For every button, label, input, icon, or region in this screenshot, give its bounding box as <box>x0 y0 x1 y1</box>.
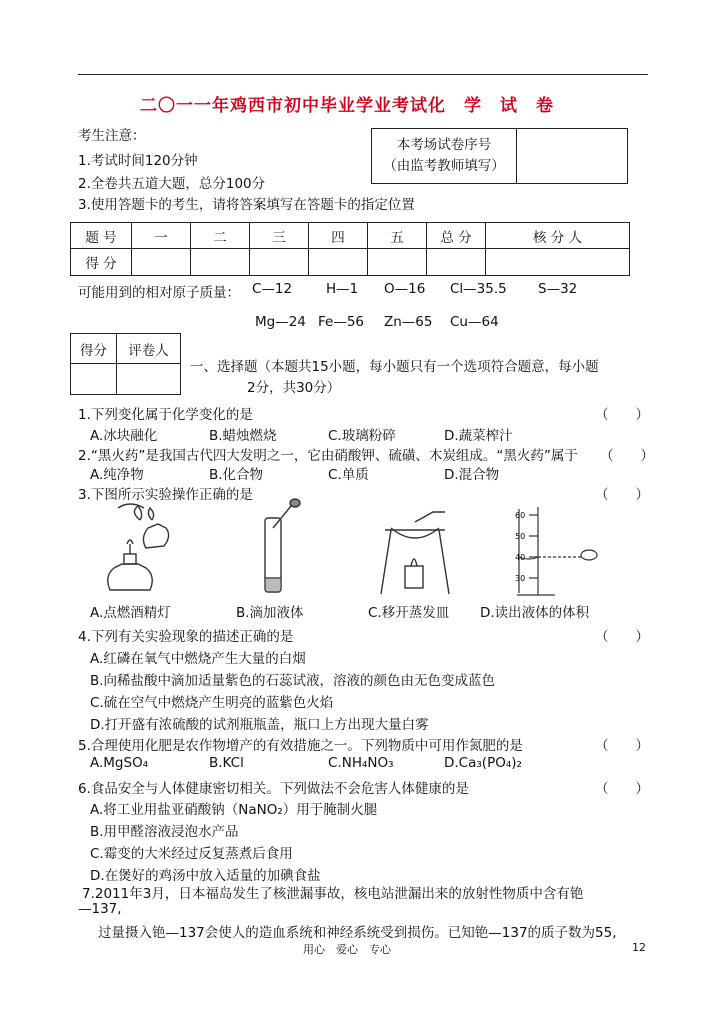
grader-box <box>70 333 181 395</box>
q5-option-a: A.MgSO₄ <box>90 755 149 771</box>
q5-option-d: D.Ca₃(PO₄)₂ <box>444 755 522 771</box>
q4-option-a: A.红磷在氧气中燃烧产生大量的白烟 <box>90 651 306 667</box>
q6-option-a: A.将工业用盐亚硝酸钠（NaNO₂）用于腌制火腿 <box>90 802 378 818</box>
atomic-mass-fe: Fe—56 <box>318 314 365 330</box>
footer-motto: 用心 爱心 专心 <box>303 943 391 956</box>
score-cell-total[interactable] <box>427 249 486 276</box>
q2-option-c: C.单质 <box>328 467 369 483</box>
score-cell-3[interactable] <box>250 249 309 276</box>
q1-option-d: D.蔬菜榨汁 <box>444 428 513 444</box>
q1-stem: 1.下列变化属于化学变化的是 <box>78 407 253 423</box>
atomic-mass-cu: Cu—64 <box>450 314 499 330</box>
page-number: 12 <box>632 941 646 954</box>
q2-option-d: D.混合物 <box>444 467 500 483</box>
atomic-mass-cl: Cl—35.5 <box>450 281 507 297</box>
q7-line-2: —137, <box>78 901 122 917</box>
score-header-4: 四 <box>309 223 368 249</box>
q4-option-c: C.硫在空气中燃烧产生明亮的蓝紫色火焰 <box>90 695 334 711</box>
evaporating-dish-figure <box>375 508 455 598</box>
q2-stem: 2.“黑火药”是我国古代四大发明之一，它由硝酸钾、硫磺、木炭组成。“黑火药”属于 <box>78 448 578 464</box>
score-cell-2[interactable] <box>191 249 250 276</box>
q4-option-b: B.向稀盐酸中滴加适量紫色的石蕊试液，溶液的颜色由无色变成蓝色 <box>90 673 496 689</box>
notice-item-2: 2.全卷共五道大题，总分100分 <box>78 176 266 192</box>
seat-label <box>372 129 517 184</box>
cylinder-tick-30: 30 <box>515 574 526 583</box>
atomic-mass-h: H—1 <box>326 281 359 297</box>
cylinder-tick-50: 50 <box>515 532 526 541</box>
q3-answer-bracket[interactable]: （ ） <box>595 487 649 503</box>
q5-option-b: B.KCl <box>209 755 244 771</box>
q5-answer-bracket[interactable]: （ ） <box>595 738 649 754</box>
score-header-1: 一 <box>132 223 191 249</box>
score-cell-4[interactable] <box>309 249 368 276</box>
score-header-2: 二 <box>191 223 250 249</box>
q2-option-a: A.纯净物 <box>90 467 144 483</box>
alcohol-lamp-figure <box>100 498 180 598</box>
graduated-cylinder-figure <box>505 505 605 600</box>
atomic-mass-o: O—16 <box>384 281 426 297</box>
score-cell-5[interactable] <box>368 249 427 276</box>
q4-option-d: D.打开盛有浓硫酸的试剂瓶瓶盖，瓶口上方出现大量白雾 <box>90 717 429 733</box>
score-header-3: 三 <box>250 223 309 249</box>
q6-option-b: B.用甲醛溶液浸泡水产品 <box>90 824 239 840</box>
grader-name-cell[interactable] <box>117 364 181 395</box>
q3-stem: 3.下图所示实验操作正确的是 <box>78 487 253 503</box>
notice-item-3: 3.使用答题卡的考生，请将答案填写在答题卡的指定位置 <box>78 197 415 213</box>
q1-option-a: A.冰块融化 <box>90 428 158 444</box>
q7-line-3: 过量摄入铯—137会使人的造血系统和神经系统受到损伤。已知铯—137的质子数为55, <box>98 925 617 941</box>
atomic-mass-zn: Zn—65 <box>384 314 433 330</box>
score-header-total: 总 分 <box>427 223 486 249</box>
notice-item-1: 1.考试时间120分钟 <box>78 153 198 169</box>
atomic-mass-label: 可能用到的相对原子质量： <box>78 285 240 301</box>
grader-score-cell[interactable] <box>71 364 117 395</box>
seat-number-box <box>371 128 628 184</box>
score-header-checker: 核 分 人 <box>486 223 630 249</box>
seat-label-line1: 本考场试卷序号 <box>396 137 492 153</box>
q6-option-d: D.在煲好的鸡汤中放入适量的加碘食盐 <box>90 868 321 884</box>
dropper-test-tube-figure <box>255 498 305 598</box>
section1-heading: 一、选择题（本题共15小题，每小题只有一个选项符合题意，每小题 <box>190 359 599 375</box>
cylinder-tick-60: 60 <box>515 511 526 520</box>
score-cell-checker[interactable] <box>486 249 630 276</box>
score-row-label: 得 分 <box>71 249 132 276</box>
q6-option-c: C.霉变的大米经过反复蒸煮后食用 <box>90 846 293 862</box>
q3-option-d: D.读出液体的体积 <box>480 605 590 621</box>
top-rule <box>78 74 648 75</box>
atomic-mass-mg: Mg—24 <box>255 314 306 330</box>
q5-option-c: C.NH₄NO₃ <box>328 755 394 771</box>
score-header-5: 五 <box>368 223 427 249</box>
notice-heading: 考生注意： <box>78 128 146 144</box>
seat-label-line2: （由监考教师填写） <box>383 158 505 174</box>
q3-option-b: B.滴加液体 <box>236 605 304 621</box>
atomic-mass-c: C—12 <box>252 281 293 297</box>
q3-option-a: A.点燃酒精灯 <box>90 605 171 621</box>
q6-stem: 6.食品安全与人体健康密切相关。下列做法不会危害人体健康的是 <box>78 781 469 797</box>
score-table <box>70 222 630 276</box>
q2-answer-bracket[interactable]: （ ） <box>600 448 654 464</box>
grader-name-label: 评卷人 <box>117 334 181 364</box>
seat-number-cell[interactable] <box>517 129 628 184</box>
grader-score-label: 得分 <box>71 334 117 364</box>
q1-option-c: C.玻璃粉碎 <box>328 428 396 444</box>
q1-answer-bracket[interactable]: （ ） <box>595 407 649 423</box>
atomic-mass-s: S—32 <box>538 281 578 297</box>
score-cell-1[interactable] <box>132 249 191 276</box>
q2-option-b: B.化合物 <box>209 467 264 483</box>
section1-heading-cont: 2分，共30分） <box>247 380 341 396</box>
q3-option-c: C.移开蒸发皿 <box>368 605 450 621</box>
cylinder-tick-40: 40 <box>515 553 526 562</box>
q4-stem: 4.下列有关实验现象的描述正确的是 <box>78 629 294 645</box>
q7-line-1: 7.2011年3月，日本福岛发生了核泄漏事故，核电站泄漏出来的放射性物质中含有铯 <box>82 886 584 902</box>
q1-option-b: B.蜡烛燃烧 <box>209 428 277 444</box>
exam-title: 二〇一一年鸡西市初中毕业学业考试化 学 试 卷 <box>140 96 554 116</box>
q4-answer-bracket[interactable]: （ ） <box>595 629 649 645</box>
q5-stem: 5.合理使用化肥是农作物增产的有效措施之一。下列物质中可用作氮肥的是 <box>78 738 523 754</box>
q6-answer-bracket[interactable]: （ ） <box>595 781 649 797</box>
score-header-label: 题 号 <box>71 223 132 249</box>
